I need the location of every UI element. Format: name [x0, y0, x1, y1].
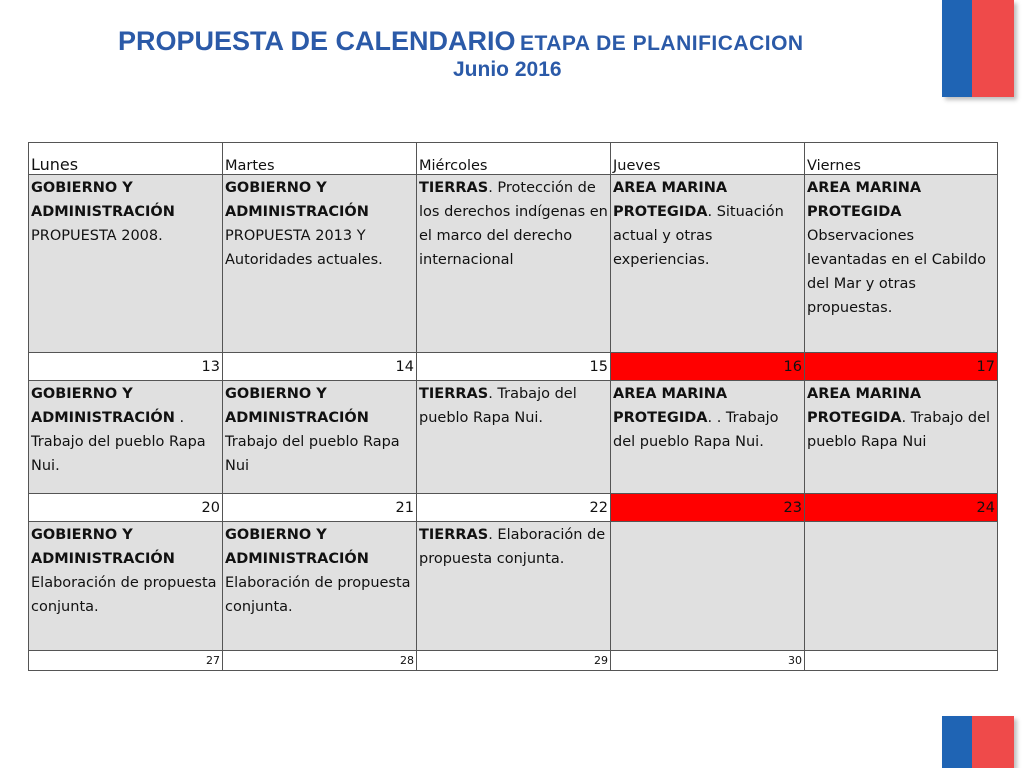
agenda-detail: . Situación actual y otras experiencias. — [613, 204, 784, 268]
weekday-header: Miércoles — [417, 143, 611, 175]
agenda-detail: . . Trabajo del pueblo Rapa Nui. — [613, 410, 779, 450]
weekday-header-row — [29, 143, 998, 175]
agenda-topic: GOBIERNO Y ADMINISTRACIÓN — [225, 180, 369, 220]
agenda-topic: GOBIERNO Y ADMINISTRACIÓN — [31, 386, 175, 426]
date-cell — [805, 651, 998, 671]
agenda-detail: Elaboración de propuesta conjunta. — [31, 575, 217, 615]
date-cell: 29 — [417, 651, 611, 671]
agenda-cell — [805, 175, 998, 353]
agenda-detail: PROPUESTA 2008. — [31, 228, 163, 244]
agenda-cell — [611, 175, 805, 353]
agenda-cell — [29, 381, 223, 494]
agenda-cell — [223, 175, 417, 353]
agenda-detail: PROPUESTA 2013 Y Autoridades actuales. — [225, 228, 383, 268]
agenda-detail: . Trabajo del pueblo Rapa Nui. — [31, 410, 206, 474]
agenda-detail: Trabajo del pueblo Rapa Nui — [225, 434, 400, 474]
agenda-cell — [29, 522, 223, 651]
agenda-detail: . Elaboración de propuesta conjunta. — [419, 527, 606, 567]
title-stage-text: ETAPA DE PLANIFICACION — [519, 32, 804, 55]
agenda-row — [29, 175, 998, 353]
agenda-topic: GOBIERNO Y ADMINISTRACIÓN — [31, 527, 175, 567]
date-cell: 13 — [29, 353, 223, 381]
date-cell: 15 — [417, 353, 611, 381]
title-main-text: PROPUESTA DE CALENDARIO — [118, 26, 516, 56]
agenda-cell — [805, 522, 998, 651]
agenda-topic: AREA MARINA PROTEGIDA — [807, 386, 922, 426]
flag-blue-stripe — [942, 0, 972, 97]
date-cell: 16 — [611, 353, 805, 381]
date-row — [29, 353, 998, 381]
agenda-row — [29, 522, 998, 651]
agenda-topic: GOBIERNO Y ADMINISTRACIÓN — [225, 386, 369, 426]
agenda-cell — [223, 381, 417, 494]
agenda-cell — [805, 381, 998, 494]
agenda-row — [29, 381, 998, 494]
date-cell: 23 — [611, 494, 805, 522]
agenda-detail: . Trabajo del pueblo Rapa Nui. — [419, 386, 577, 426]
date-cell: 17 — [805, 353, 998, 381]
date-cell: 28 — [223, 651, 417, 671]
agenda-detail: Elaboración de propuesta conjunta. — [225, 575, 411, 615]
agenda-topic: TIERRAS — [419, 386, 489, 402]
agenda-topic: GOBIERNO Y ADMINISTRACIÓN — [31, 180, 175, 220]
agenda-cell — [417, 175, 611, 353]
weekday-header: Jueves — [611, 143, 805, 175]
agenda-topic: AREA MARINA PROTEGIDA — [613, 386, 728, 426]
flag-decoration-bottom — [942, 716, 1014, 768]
agenda-topic: AREA MARINA PROTEGIDA — [613, 180, 728, 220]
date-cell: 27 — [29, 651, 223, 671]
agenda-cell — [611, 381, 805, 494]
agenda-topic: GOBIERNO Y ADMINISTRACIÓN — [225, 527, 369, 567]
date-cell: 24 — [805, 494, 998, 522]
calendar-table — [28, 142, 998, 671]
flag-blue-stripe — [942, 716, 972, 768]
date-row — [29, 494, 998, 522]
agenda-cell — [417, 381, 611, 494]
date-cell: 22 — [417, 494, 611, 522]
page-title — [118, 26, 938, 57]
date-cell: 14 — [223, 353, 417, 381]
agenda-detail: Observaciones levantadas en el Cabildo del Mar y otras propuestas. — [807, 228, 987, 316]
weekday-header: Martes — [223, 143, 417, 175]
agenda-topic: TIERRAS — [419, 180, 489, 196]
agenda-cell — [223, 522, 417, 651]
weekday-header: Viernes — [805, 143, 998, 175]
agenda-topic: TIERRAS — [419, 527, 489, 543]
flag-red-stripe — [972, 0, 1014, 97]
agenda-detail: . Trabajo del pueblo Rapa Nui — [807, 410, 991, 450]
weekday-header: Lunes — [29, 143, 223, 175]
flag-decoration-top — [942, 0, 1014, 97]
date-cell: 20 — [29, 494, 223, 522]
page-subtitle: Junio 2016 — [453, 58, 562, 81]
date-cell: 30 — [611, 651, 805, 671]
agenda-cell — [611, 522, 805, 651]
date-cell: 21 — [223, 494, 417, 522]
agenda-cell — [417, 522, 611, 651]
agenda-cell — [29, 175, 223, 353]
agenda-topic: AREA MARINA PROTEGIDA — [807, 180, 922, 220]
agenda-detail: . Protección de los derechos indígenas en el marco del derecho internacional — [419, 180, 608, 268]
date-row — [29, 651, 998, 671]
flag-red-stripe — [972, 716, 1014, 768]
